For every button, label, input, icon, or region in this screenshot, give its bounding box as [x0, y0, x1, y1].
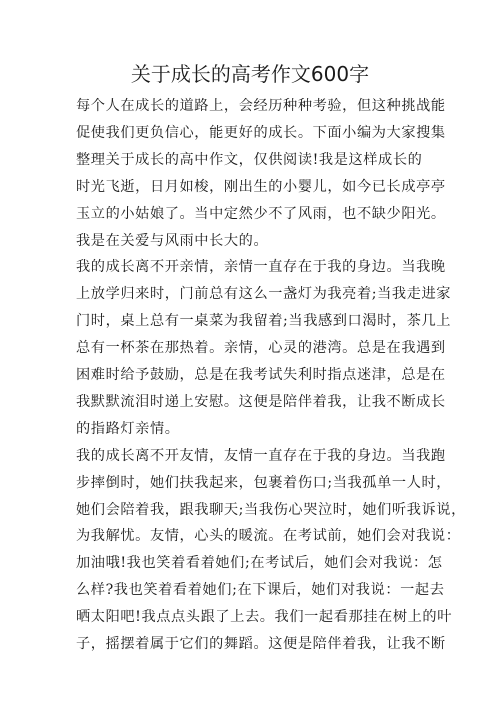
paragraph-line: 加油哦!我也笑着看着她们;在考试后，她们会对我说：怎: [76, 555, 443, 572]
paragraph-line: 总有一杯茶在那热着。亲情，心灵的港湾。总是在我遇到: [76, 340, 446, 357]
paragraph-line: 为我解忧。友情，心头的暖流。在考试前，她们会对我说：: [76, 528, 461, 545]
paragraph-line: 整理关于成长的高中作文，仅供阅读!我是这样成长的: [76, 151, 423, 168]
paragraph-line: 我的成长离不开友情，友情一直存在于我的身边。当我跑: [76, 447, 446, 464]
paragraph-line: 子，摇摆着属于它们的舞蹈。这便是陪伴着我，让我不断: [76, 636, 446, 652]
paragraph-line: 玉立的小姑娘了。当中定然少不了风雨，也不缺少阳光。: [76, 205, 446, 222]
paragraph-line: 么样?我也笑着看着她们;在下课后，她们对我说：一起去: [76, 582, 445, 599]
paragraph-line: 她们会陪着我，跟我聊天;当我伤心哭泣时，她们听我诉说，: [76, 501, 466, 518]
paragraph-line: 时光飞逝，日月如梭，刚出生的小婴儿，如今已长成亭亭: [76, 178, 446, 195]
paragraph-line: 的指路灯亲情。: [76, 420, 180, 437]
paragraph-line: 门时，桌上总有一桌菜为我留着;当我感到口渴时，茶几上: [76, 313, 452, 330]
paragraph-line: 步摔倒时，她们扶我起来，包裹着伤口;当我孤单一人时，: [76, 474, 452, 491]
paragraph-line: 我的成长离不开亲情，亲情一直存在于我的身边。当我晚: [76, 259, 446, 276]
paragraph-line: 晒太阳吧!我点点头跟了上去。我们一起看那挂在树上的叶: [76, 609, 452, 626]
paragraph-line: 我默默流泪时递上安慰。这便是陪伴着我，让我不断成长: [76, 393, 446, 410]
paragraph-line: 上放学归来时，门前总有这么一盏灯为我亮着;当我走进家: [76, 286, 452, 303]
paragraph-line: 困难时给予鼓励，总是在我考试失利时指点迷津，总是在: [76, 367, 446, 383]
paragraph-line: 促使我们更负信心，能更好的成长。下面小编为大家搜集: [76, 124, 446, 141]
paragraph-line: 我是在关爱与风雨中长大的。: [76, 232, 269, 249]
document-title: 关于成长的高考作文600字: [130, 62, 370, 86]
paragraph-line: 每个人在成长的道路上，会经历种种考验，但这种挑战能: [76, 98, 446, 114]
